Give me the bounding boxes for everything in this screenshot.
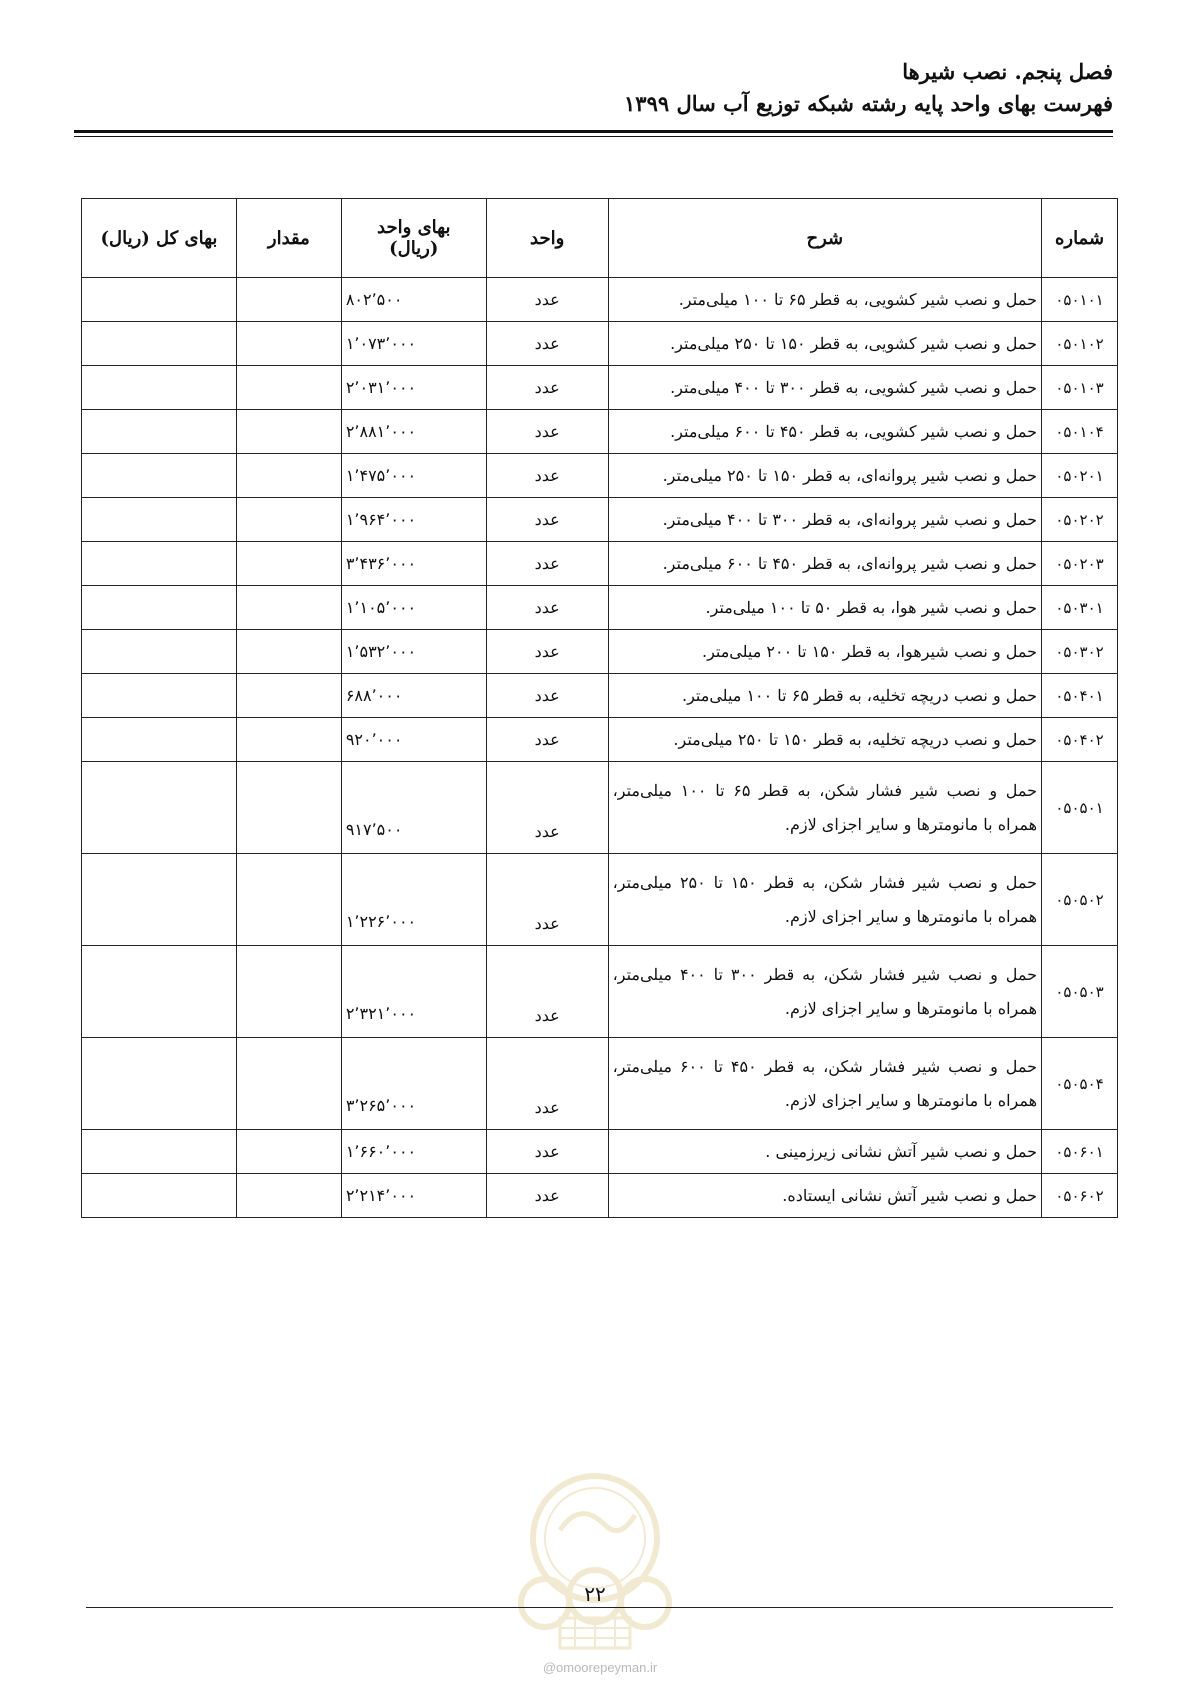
row-quantity [236,542,341,586]
table-row [82,630,1118,674]
row-total [82,946,237,1038]
row-total [82,630,237,674]
row-description: حمل و نصب شیر فشار شکن، به قطر ۴۵۰ تا ۶۰۰ میلی‌متر، همراه با مانومترها و سایر اجزای لازم. [608,1038,1041,1130]
table-row [82,278,1118,322]
row-unit: عدد [486,946,608,1038]
table-row [82,1174,1118,1218]
row-total [82,322,237,366]
row-description: حمل و نصب شیر کشویی، به قطر ۳۰۰ تا ۴۰۰ میلی‌متر. [608,366,1041,410]
table-row [82,454,1118,498]
row-unit: عدد [486,1174,608,1218]
row-total [82,542,237,586]
row-code: ۰۵۰۱۰۱ [1042,278,1118,322]
table-row [82,674,1118,718]
row-code: ۰۵۰۵۰۱ [1042,762,1118,854]
table-row [82,542,1118,586]
table-row [82,762,1118,854]
row-total [82,1130,237,1174]
row-code: ۰۵۰۲۰۱ [1042,454,1118,498]
row-unit-price: ۶۸۸٬۰۰۰ [341,674,486,718]
row-code: ۰۵۰۲۰۲ [1042,498,1118,542]
row-unit-price: ۱٬۵۳۲٬۰۰۰ [341,630,486,674]
row-total [82,1174,237,1218]
row-unit: عدد [486,762,608,854]
row-code: ۰۵۰۳۰۲ [1042,630,1118,674]
row-description: حمل و نصب شیر فشار شکن، به قطر ۶۵ تا ۱۰۰ میلی‌متر، همراه با مانومترها و سایر اجزای لازم. [608,762,1041,854]
column-header-quantity: مقدار [236,199,341,278]
row-unit-price: ۱٬۰۷۳٬۰۰۰ [341,322,486,366]
row-quantity [236,498,341,542]
row-unit-price: ۲٬۳۲۱٬۰۰۰ [341,946,486,1038]
row-description: حمل و نصب شیر آتش نشانی زیرزمینی . [608,1130,1041,1174]
row-unit-price: ۹۲۰٬۰۰۰ [341,718,486,762]
row-total [82,718,237,762]
row-description: حمل و نصب شیر هوا، به قطر ۵۰ تا ۱۰۰ میلی‌متر. [608,586,1041,630]
table-row [82,366,1118,410]
row-unit: عدد [486,322,608,366]
column-header-unit-price [341,199,486,278]
row-unit: عدد [486,278,608,322]
table-row [82,854,1118,946]
row-unit: عدد [486,410,608,454]
row-description: حمل و نصب شیر کشویی، به قطر ۴۵۰ تا ۶۰۰ میلی‌متر. [608,410,1041,454]
header-rule-thick [74,130,1113,133]
header-rule-thin [74,136,1113,137]
row-unit: عدد [486,854,608,946]
table-row [82,586,1118,630]
document-subtitle: فهرست بهای واحد پایه رشته شبکه توزیع آب سال ۱۳۹۹ [624,91,1113,116]
row-unit-price: ۱٬۹۶۴٬۰۰۰ [341,498,486,542]
row-unit: عدد [486,1038,608,1130]
row-code: ۰۵۰۵۰۲ [1042,854,1118,946]
row-unit-price: ۹۱۷٬۵۰۰ [341,762,486,854]
row-total [82,278,237,322]
table-row [82,718,1118,762]
footer-rule [86,1607,1113,1608]
row-description: حمل و نصب دریچه تخلیه، به قطر ۶۵ تا ۱۰۰ میلی‌متر. [608,674,1041,718]
row-quantity [236,586,341,630]
row-quantity [236,322,341,366]
row-code: ۰۵۰۲۰۳ [1042,542,1118,586]
row-quantity [236,1038,341,1130]
row-unit-price: ۳٬۲۶۵٬۰۰۰ [341,1038,486,1130]
row-unit-price: ۱٬۴۷۵٬۰۰۰ [341,454,486,498]
row-unit-price: ۱٬۶۶۰٬۰۰۰ [341,1130,486,1174]
row-total [82,410,237,454]
table-row [82,946,1118,1038]
row-unit: عدد [486,718,608,762]
table-body [82,278,1118,1218]
table-row [82,1130,1118,1174]
column-header-description: شرح [608,199,1041,278]
table-header-row [82,199,1118,278]
row-unit-price: ۳٬۴۳۶٬۰۰۰ [341,542,486,586]
row-total [82,1038,237,1130]
row-quantity [236,630,341,674]
page-header [74,56,1113,120]
table-row [82,1038,1118,1130]
row-quantity [236,278,341,322]
row-unit-price: ۲٬۰۳۱٬۰۰۰ [341,366,486,410]
row-unit: عدد [486,454,608,498]
row-code: ۰۵۰۳۰۱ [1042,586,1118,630]
unit-price-header-currency: (ریال) [389,238,439,259]
row-unit-price: ۱٬۲۲۶٬۰۰۰ [341,854,486,946]
chapter-title: فصل پنجم. نصب شیرها [902,59,1113,84]
row-unit-price: ۸۰۲٬۵۰۰ [341,278,486,322]
table-row [82,322,1118,366]
row-quantity [236,366,341,410]
row-description: حمل و نصب شیر فشار شکن، به قطر ۱۵۰ تا ۲۵۰ میلی‌متر، همراه با مانومترها و سایر اجزای لازم. [608,854,1041,946]
row-quantity [236,1174,341,1218]
page-number: ۲۲ [584,1582,606,1606]
row-quantity [236,454,341,498]
row-quantity [236,762,341,854]
row-unit: عدد [486,586,608,630]
row-code: ۰۵۰۵۰۳ [1042,946,1118,1038]
column-header-unit: واحد [486,199,608,278]
row-description: حمل و نصب شیر پروانه‌ای، به قطر ۴۵۰ تا ۶۰۰ میلی‌متر. [608,542,1041,586]
table-row [82,498,1118,542]
row-unit: عدد [486,630,608,674]
row-quantity [236,718,341,762]
row-unit: عدد [486,1130,608,1174]
row-quantity [236,674,341,718]
row-unit-price: ۲٬۲۱۴٬۰۰۰ [341,1174,486,1218]
row-total [82,454,237,498]
row-unit: عدد [486,366,608,410]
column-header-total: بهای کل (ریال) [82,199,237,278]
row-code: ۰۵۰۱۰۲ [1042,322,1118,366]
row-description: حمل و نصب شیر فشار شکن، به قطر ۳۰۰ تا ۴۰۰ میلی‌متر، همراه با مانومترها و سایر اجزای لازم. [608,946,1041,1038]
row-total [82,674,237,718]
unit-price-header-label: بهای واحد [377,217,451,238]
row-quantity [236,946,341,1038]
row-unit: عدد [486,542,608,586]
row-total [82,366,237,410]
row-total [82,586,237,630]
row-code: ۰۵۰۴۰۲ [1042,718,1118,762]
row-code: ۰۵۰۶۰۲ [1042,1174,1118,1218]
row-total [82,854,237,946]
row-description: حمل و نصب شیر آتش نشانی ایستاده. [608,1174,1041,1218]
watermark-url: @omoorepeyman.ir [542,1660,658,1675]
row-total [82,498,237,542]
row-quantity [236,410,341,454]
table-row [82,410,1118,454]
row-code: ۰۵۰۱۰۴ [1042,410,1118,454]
row-unit: عدد [486,674,608,718]
row-unit: عدد [486,498,608,542]
row-description: حمل و نصب شیرهوا، به قطر ۱۵۰ تا ۲۰۰ میلی‌متر. [608,630,1041,674]
row-code: ۰۵۰۶۰۱ [1042,1130,1118,1174]
row-description: حمل و نصب شیر کشویی، به قطر ۶۵ تا ۱۰۰ میلی‌متر. [608,278,1041,322]
column-header-code: شماره [1042,199,1118,278]
watermark-logo [505,1468,685,1658]
row-description: حمل و نصب شیر کشویی، به قطر ۱۵۰ تا ۲۵۰ میلی‌متر. [608,322,1041,366]
row-quantity [236,1130,341,1174]
row-description: حمل و نصب شیر پروانه‌ای، به قطر ۱۵۰ تا ۲۵۰ میلی‌متر. [608,454,1041,498]
row-code: ۰۵۰۵۰۴ [1042,1038,1118,1130]
row-unit-price: ۲٬۸۸۱٬۰۰۰ [341,410,486,454]
row-quantity [236,854,341,946]
price-list-table [81,198,1118,1218]
row-total [82,762,237,854]
row-code: ۰۵۰۱۰۳ [1042,366,1118,410]
row-unit-price: ۱٬۱۰۵٬۰۰۰ [341,586,486,630]
row-description: حمل و نصب شیر پروانه‌ای، به قطر ۳۰۰ تا ۴۰۰ میلی‌متر. [608,498,1041,542]
row-description: حمل و نصب دریچه تخلیه، به قطر ۱۵۰ تا ۲۵۰ میلی‌متر. [608,718,1041,762]
row-code: ۰۵۰۴۰۱ [1042,674,1118,718]
